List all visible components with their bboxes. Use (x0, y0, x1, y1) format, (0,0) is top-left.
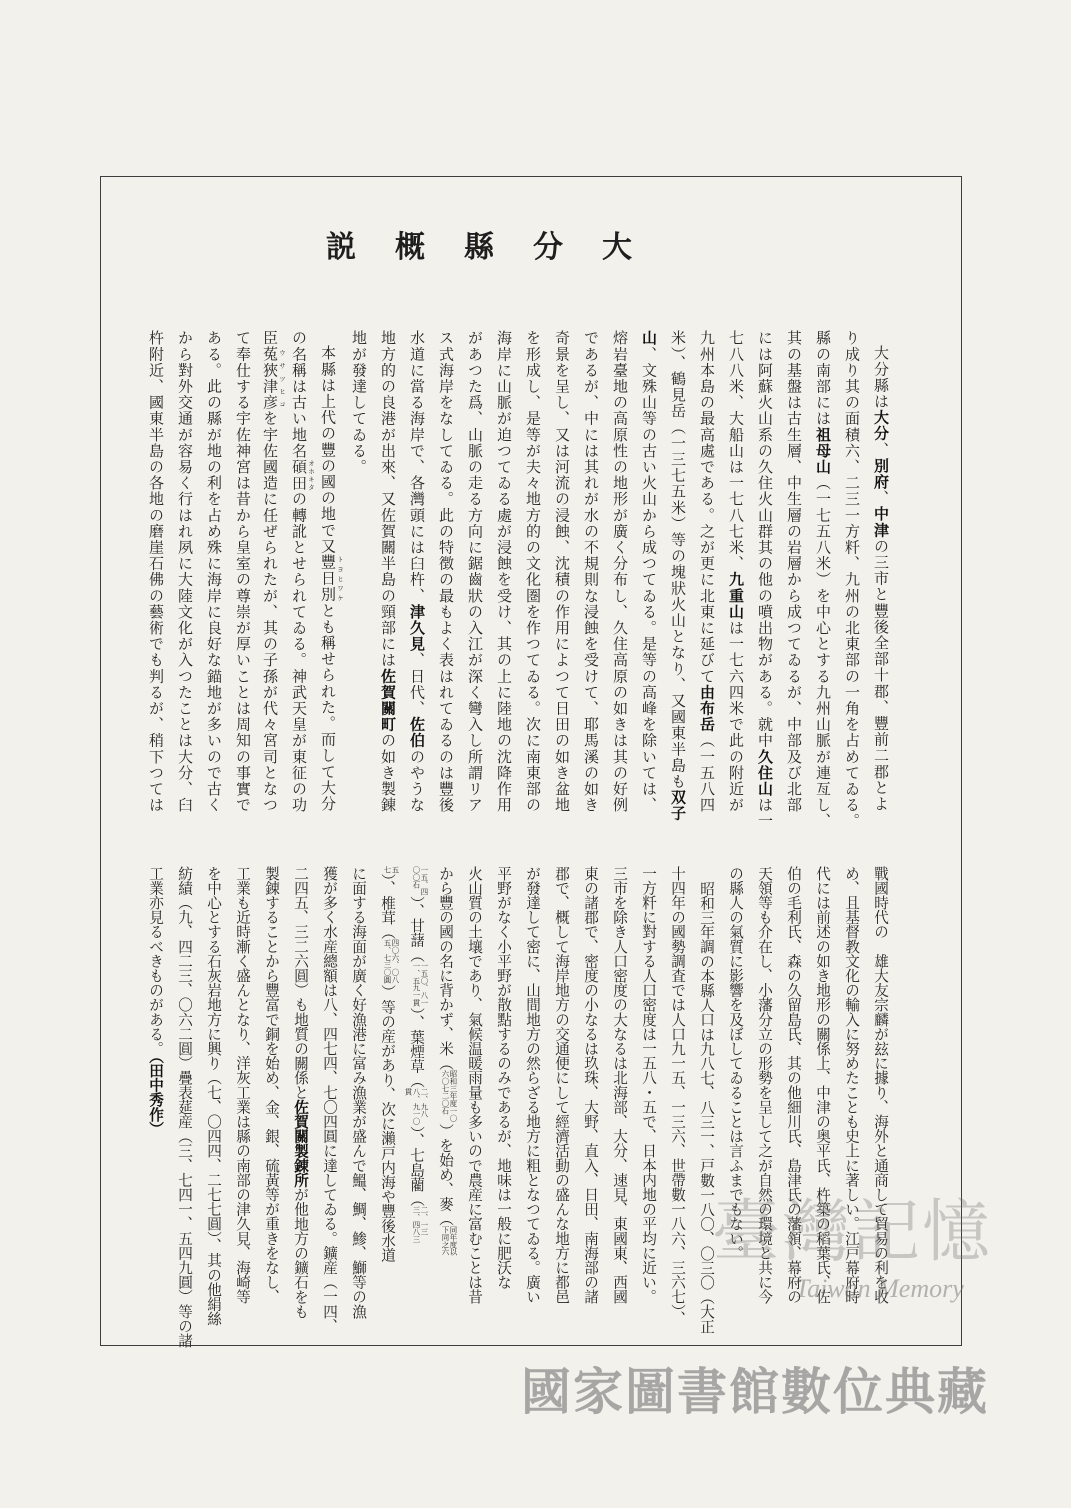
text-run: 、文殊山等の古い火山から成つてゐる。是等の高峰を除いては、 (640, 346, 658, 814)
ruby-reading: ウサツヒコ (278, 346, 286, 411)
text-run: の縣人の氣質に影響を及ぼしてゐることは言ふまでもない。 (727, 866, 744, 1261)
text-column (170, 866, 199, 1348)
inline-note: 同年度以下同之六 (441, 1225, 458, 1256)
bold-term: （田中秀作） (147, 1055, 164, 1137)
text-run: 昭和三年調の本縣人口は九八七、八三一、戸數一八〇、〇三〇（大正 (698, 880, 715, 1334)
bold-term: 久住山 (756, 748, 774, 797)
text-column (547, 330, 576, 835)
inline-note: 一五、四〇〇石 (412, 866, 429, 896)
text-run: ある。此の縣が地の利を占め殊に海岸に良好な錨地が多いので古く (205, 330, 223, 813)
ruby-reading: オホキタ (307, 458, 315, 491)
text-run: ）を始め、麥（ (437, 1123, 454, 1226)
bold-term: 佐賀關製錬所 (292, 1099, 309, 1188)
text-column (808, 866, 837, 1342)
watermark-institution-name: 國家圖書館數位典藏 (521, 1363, 989, 1421)
text-column (489, 330, 518, 835)
text-run: を宇佐國造に任ぜられたが、其の子孫が代々宮司となつ (261, 410, 279, 814)
text-run: があつた爲、山脈の走る方向に鋸齒狀の入江が深く彎入し所謂リア (466, 330, 484, 813)
text-column (866, 330, 895, 835)
text-run: 其の基盤は古生層、中生層の岩層から成つてゐるが、中部及び北部 (785, 330, 803, 813)
bold-term: 佐賀關町 (379, 668, 397, 733)
text-column (286, 866, 315, 1342)
text-column (721, 330, 750, 835)
text-run: 水道に當る海岸で、各灣頭には臼杵、 (408, 330, 426, 604)
text-column (315, 330, 344, 835)
inline-note: 一五〇、八一一、五九一貫 (412, 962, 429, 1007)
text-column (257, 866, 286, 1342)
text-run: 東の諸郡で、密度の小なるは玖珠、大野、直入、日田、南海部の諸 (582, 866, 599, 1304)
text-run: 天領等も介在し、小藩分立の形勢を呈して之が自然の環境と共に今 (756, 866, 773, 1304)
text-column (808, 330, 837, 835)
text-column (750, 330, 779, 835)
text-column (605, 866, 634, 1342)
text-column (489, 866, 518, 1342)
text-run: 紡績（九、四二三、〇六二圓）疊表莚産（三、七四一、五四九圓）等の諸 (176, 866, 193, 1348)
ruby-reading: トヨヒワケ (336, 554, 344, 603)
text-run: 十四年の國勢調査では人口九一五、一三六、世帶數一八六、三六七）、 (669, 866, 686, 1326)
text-run: が他地方の鑛石をも (292, 1187, 309, 1319)
text-column (431, 330, 460, 835)
text-column (750, 866, 779, 1342)
text-run: の名稱は古い地名 (290, 330, 308, 459)
text-run: 郡で、概して海岸地方の交通便にして經濟活動の盛んな地方に都邑 (553, 866, 570, 1304)
text-column (866, 866, 895, 1342)
text-run: 縣の南部には (814, 330, 832, 427)
text-run: 平野がなく小平野が散點するのみであるが、地味は一般に肥沃な (495, 866, 512, 1290)
inline-note: 五七 (383, 866, 400, 874)
text-column (344, 330, 373, 835)
text-column (431, 866, 460, 1342)
text-run: から豐の國の名に背かず、米（ (437, 866, 454, 1071)
text-run: ）、七島藺（ (408, 1126, 425, 1207)
text-run: の三市と豐後全部十郡、豐前二郡とよ (872, 538, 890, 812)
text-run: 米）、鶴見岳（一三七五米）等の塊狀火山となり、又國東半島も (669, 330, 687, 790)
text-run: を中心とする石灰岩地方に興り（七、〇四四、二七七圓）、其の他絹絲 (205, 866, 222, 1326)
ruby-base: 豐日別 (319, 554, 337, 603)
lower-text-tier (141, 866, 895, 1348)
bold-term: 山 (640, 330, 658, 347)
text-column (663, 866, 692, 1342)
text-column (460, 866, 489, 1342)
bold-term: 中津 (872, 506, 890, 539)
text-column (199, 866, 228, 1342)
text-run: 戰國時代の 雄大友宗麟が玆に據り、海外と通商して貿易の利を收 (872, 866, 889, 1304)
text-run: 、日代、 (408, 652, 426, 717)
text-run: ）、葉煙草（ (408, 1007, 425, 1088)
upper-text-tier (141, 330, 895, 835)
text-run: の轉訛とせられてゐる。神武天皇が東征の功 (290, 491, 308, 814)
text-run: 、 (872, 441, 890, 458)
bold-term: 由布岳 (698, 684, 716, 733)
watermark-logo-text: 臺灣記憶 (712, 1193, 993, 1272)
text-run: 本縣は上代の豐の國の地で又 (319, 345, 337, 555)
text-run: ）、椎茸（ (379, 873, 396, 940)
text-column (634, 866, 663, 1342)
inline-note: 四〇六、〇八五、七三〇圓 (383, 939, 400, 984)
text-run: 伯の毛利氏、森の久留島氏、其の他細川氏、島津氏の藩領、幕府の (785, 866, 802, 1304)
text-column (576, 866, 605, 1342)
text-run: 一方粁に對する人口密度は一五八・五で、日本内地の平均に近い。 (640, 866, 657, 1304)
text-column (518, 866, 547, 1342)
text-column (344, 866, 373, 1342)
text-column (692, 330, 721, 835)
text-run: から對外交通が容易く行はれ夙に大陸文化が入つたことは大分、臼 (176, 330, 194, 813)
text-run: て奉仕する宇佐神宮は昔から皇室の尊崇が厚いことは周知の事實で (234, 330, 252, 813)
text-run: には阿蘇火山系の久住火山群其の他の噴出物がある。就中 (756, 330, 774, 749)
text-column (721, 866, 750, 1342)
text-column (692, 866, 721, 1342)
text-column (373, 330, 402, 835)
text-run: 三市を除き人口密度の大なるは北海部、大分、速見、東國東、西國 (611, 866, 628, 1304)
inline-note: 二、九八八、九一〇貫 (404, 1088, 429, 1125)
text-run: のやうな (408, 748, 426, 814)
text-run: ）、甘藷（ (408, 896, 425, 963)
text-column (373, 866, 402, 1342)
text-column (199, 330, 228, 835)
text-run: が發達して密に、山間地方の然らざる地方に粗となつてゐる。廣い (524, 866, 541, 1304)
text-run: り成り其の面積六、二三一方粁、九州の北東部の一角を占めてゐる。 (843, 330, 861, 830)
text-column (605, 330, 634, 835)
text-run: は一七六四米で此の附近が (727, 619, 745, 814)
text-run: 、 (872, 489, 890, 507)
bold-term: 祖母山 (814, 426, 832, 475)
text-run: 杵附近、國東半島の各地の磨崖石佛の藝術でも判るが、稍下つては (147, 330, 165, 813)
text-run: を形成し、是等が夫々地方的の文化圏を作つてゐる。次に南東部の (524, 330, 542, 813)
text-column (837, 866, 866, 1342)
ruby-annotated-term (290, 458, 315, 492)
text-column (286, 330, 315, 835)
text-column (402, 866, 431, 1342)
bold-term: 別府 (872, 457, 890, 490)
text-run: 地方的の良港が出來、又佐賀關半島の頸部には (379, 330, 397, 669)
text-column (460, 330, 489, 835)
ruby-base: 菟狹津彦 (261, 346, 279, 411)
text-run: ス式海岸をなしてゐる。此の特徴の最もよく表はれてゐるのは豐後 (437, 330, 455, 813)
inline-note: 昭和三年度一〇六〇七二〇石 (441, 1070, 458, 1123)
text-run: 工業も近時漸く盛んとなり、洋灰工業は縣の南部の津久見、海崎等 (234, 866, 251, 1304)
text-run: 七八八米、大船山は一七八七米、 (727, 330, 745, 572)
text-column (518, 330, 547, 835)
text-run: 火山質の土壤であり、氣候温暖雨量も多いので農産に富むことは昔 (466, 866, 483, 1304)
text-run: に面する海面が廣く好漁港に富み漁業が盛んで鰮、鯛、鯵、鰤等の漁 (350, 866, 367, 1319)
text-column (663, 330, 692, 835)
text-column (779, 866, 808, 1342)
text-run: 獲が多く水産總額は八、四七四、七〇四圓に達してゐる。鑛産（一四、 (321, 866, 338, 1334)
text-run: 臣 (261, 330, 279, 347)
text-run: 二四五、三二六圓）も地質の關係と (292, 866, 309, 1100)
text-run: 工業亦見るべきものがある。 (147, 866, 164, 1056)
text-column (634, 330, 663, 835)
text-column (228, 866, 257, 1342)
text-column (257, 330, 286, 835)
text-column (141, 866, 170, 1342)
watermark-logo-english: Taiwan Memory (795, 1274, 964, 1303)
text-run: （一五八四 (698, 732, 716, 814)
bold-term: 九重山 (727, 571, 745, 620)
text-column (547, 866, 576, 1342)
text-column (576, 330, 605, 835)
text-run: 九州本島の最高處である。之が更に北東に延びて (698, 330, 716, 685)
text-run: （一七五八米）を中心とする九州山脈が連亙し、 (814, 474, 832, 830)
text-column (228, 330, 257, 835)
bold-term: 大分 (872, 409, 890, 442)
text-run: 海岸に山脈が迫つてゐる處が浸蝕を受け、其の上に陸地の沈降作用 (495, 330, 513, 813)
text-run: 製錬することから豐富で銅を始め、金、銀、硫黃等が重きをなし、 (263, 866, 280, 1304)
text-run: の如き製錬 (379, 732, 397, 814)
text-run: であるが、中には其れが水の不規則な浸蝕を受けて、耶馬溪の如き (582, 330, 600, 813)
inline-note: 二、一三三、四八三 (412, 1206, 429, 1244)
ruby-base: 碩田 (290, 458, 308, 492)
text-run: 大分縣は (872, 345, 890, 410)
bold-term: 津久見 (408, 603, 426, 653)
text-column (779, 330, 808, 835)
ruby-annotated-term (319, 554, 344, 603)
text-column (837, 330, 866, 835)
text-run: め、且基督教文化の輸入に努めたことも史上に著しい。江戸幕府時 (843, 866, 860, 1304)
text-run: 奇景を呈し、又は河流の浸蝕、沈積の作用によつて日田の如き盆地 (553, 330, 571, 813)
bold-term: 双子 (669, 789, 687, 822)
text-run: ）等の産があり、次に瀨戸内海や豐後水道 (379, 984, 396, 1263)
text-run: は一 (756, 796, 774, 830)
text-column (315, 866, 344, 1342)
text-column (170, 330, 199, 835)
bold-term: 佐伯 (408, 716, 426, 749)
text-run: とも稱せられた。而して大分 (319, 602, 337, 812)
text-column (141, 330, 170, 835)
text-run: 熔岩臺地の高原性の地形が廣く分布し、久住高原の如きは其の好例 (611, 330, 629, 813)
text-run: 代には前述の如き地形の關係上、中津の奥平氏、杵築の稻葉氏、佐 (814, 866, 831, 1304)
page-title: 大分縣概説 (326, 230, 671, 265)
ruby-annotated-term (261, 346, 286, 411)
text-run: 地が發達してゐる。 (350, 330, 368, 475)
text-column (402, 330, 431, 835)
